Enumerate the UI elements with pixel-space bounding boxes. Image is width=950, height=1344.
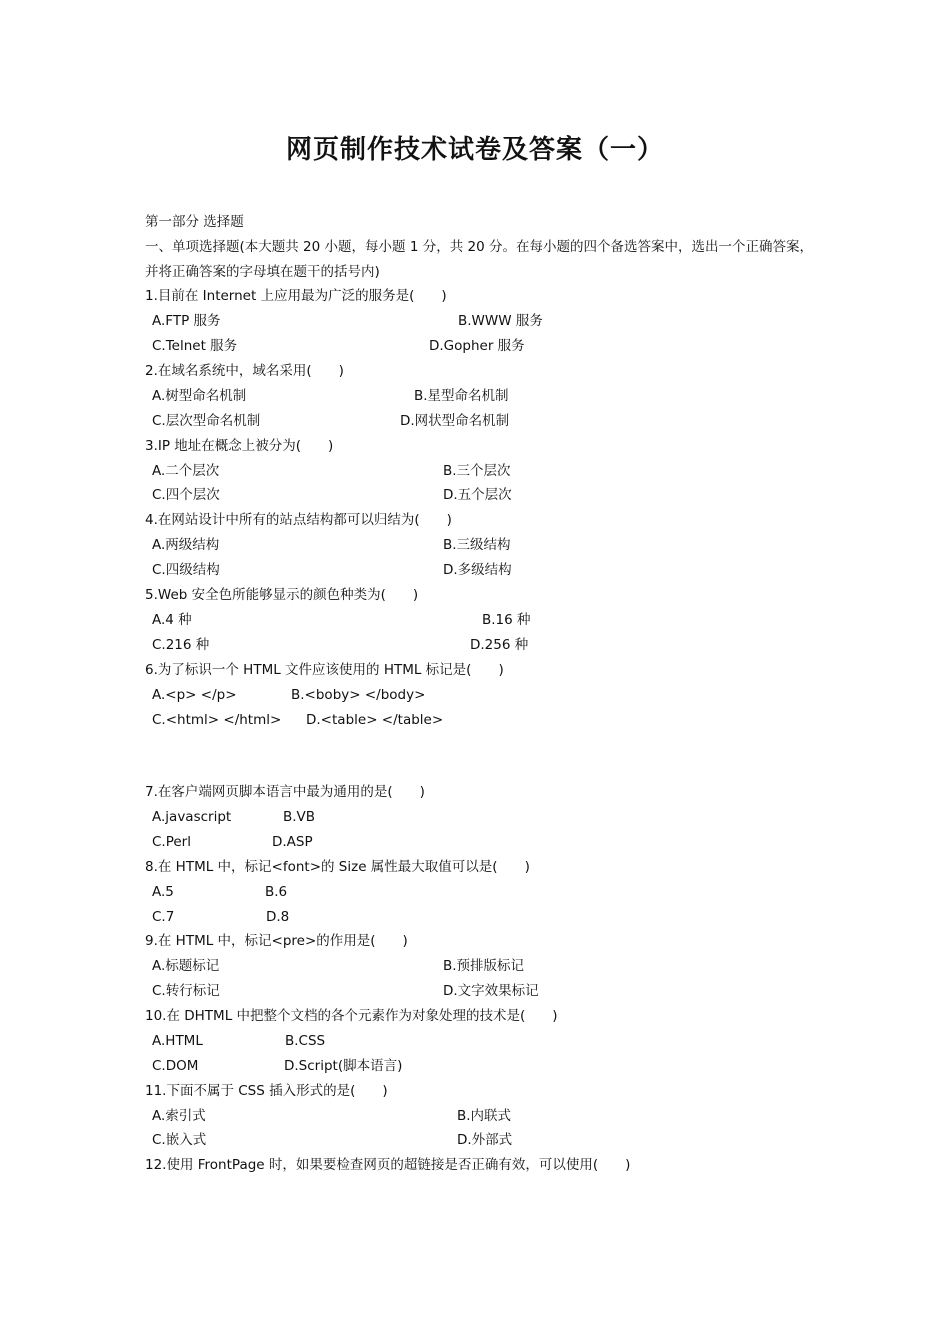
question-6-option-a: A.<p> </p> [152, 687, 237, 703]
question-8-option-a: A.5 [152, 884, 174, 900]
question-5-option-c: C.216 种 [152, 637, 210, 653]
question-1-option-a: A.FTP 服务 [152, 313, 221, 329]
document-title: 网页制作技术试卷及答案（一） [285, 135, 664, 165]
question-5-option-a: A.4 种 [152, 612, 192, 628]
question-9-option-c: C.转行标记 [152, 983, 220, 999]
question-9-option-a: A.标题标记 [152, 958, 220, 974]
question-1-option-b: B.WWW 服务 [458, 313, 543, 329]
question-4-option-b: B.三级结构 [443, 537, 511, 553]
question-2-stem: 2.在域名系统中，域名采用( ) [145, 363, 344, 379]
instructions-line-2: 并将正确答案的字母填在题干的括号内) [145, 264, 380, 280]
part-heading: 第一部分 选择题 [145, 214, 244, 230]
question-10-option-c: C.DOM [152, 1058, 199, 1074]
instructions-line-1: 一、单项选择题(本大题共 20 小题，每小题 1 分，共 20 分。在每小题的四个备选答案中，选出一个正确答案， [145, 239, 813, 255]
question-11-option-a: A.索引式 [152, 1108, 206, 1124]
question-6-option-c: C.<html> </html> [152, 712, 282, 728]
question-9-option-b: B.预排版标记 [443, 958, 525, 974]
question-3-option-a: A.二个层次 [152, 463, 220, 479]
question-2-option-b: B.星型命名机制 [414, 388, 509, 404]
question-8-option-d: D.8 [266, 909, 290, 925]
question-8-stem: 8.在 HTML 中，标记<font>的 Size 属性最大取值可以是( ) [145, 859, 530, 875]
question-6-stem: 6.为了标识一个 HTML 文件应该使用的 HTML 标记是( ) [145, 662, 504, 678]
question-4-stem: 4.在网站设计中所有的站点结构都可以归结为( ) [145, 512, 452, 528]
question-8-option-b: B.6 [265, 884, 288, 900]
question-11-option-c: C.嵌入式 [152, 1132, 207, 1148]
question-4-option-c: C.四级结构 [152, 562, 220, 578]
question-10-option-b: B.CSS [285, 1033, 326, 1049]
question-11-option-d: D.外部式 [457, 1132, 513, 1148]
question-9-stem: 9.在 HTML 中，标记<pre>的作用是( ) [145, 933, 408, 949]
question-7-option-d: D.ASP [272, 834, 313, 850]
question-7-option-b: B.VB [283, 809, 316, 825]
question-5-stem: 5.Web 安全色所能够显示的颜色种类为( ) [145, 587, 419, 603]
question-4-option-a: A.两级结构 [152, 537, 220, 553]
question-8-option-c: C.7 [152, 909, 175, 925]
question-3-stem: 3.IP 地址在概念上被分为( ) [145, 438, 334, 454]
question-10-stem: 10.在 DHTML 中把整个文档的各个元素作为对象处理的技术是( ) [145, 1008, 558, 1024]
question-5-option-b: B.16 种 [482, 612, 531, 628]
question-1-option-d: D.Gopher 服务 [429, 338, 525, 354]
question-2-option-c: C.层次型命名机制 [152, 413, 261, 429]
question-11-stem: 11.下面不属于 CSS 插入形式的是( ) [145, 1083, 388, 1099]
question-5-option-d: D.256 种 [470, 637, 529, 653]
question-1-stem: 1.目前在 Internet 上应用最为广泛的服务是( ) [145, 288, 447, 304]
question-7-option-c: C.Perl [152, 834, 191, 850]
question-2-option-d: D.网状型命名机制 [400, 413, 510, 429]
question-2-option-a: A.树型命名机制 [152, 388, 247, 404]
question-3-option-d: D.五个层次 [443, 487, 512, 503]
question-3-option-b: B.三个层次 [443, 463, 511, 479]
question-3-option-c: C.四个层次 [152, 487, 220, 503]
question-6-option-d: D.<table> </table> [306, 712, 444, 728]
question-10-option-d: D.Script(脚本语言) [284, 1058, 403, 1074]
question-6-option-b: B.<boby> </body> [291, 687, 426, 703]
question-9-option-d: D.文字效果标记 [443, 983, 539, 999]
question-7-stem: 7.在客户端网页脚本语言中最为通用的是( ) [145, 784, 425, 800]
question-12-stem: 12.使用 FrontPage 时，如果要检查网页的超链接是否正确有效，可以使用( ) [145, 1157, 631, 1173]
question-7-option-a: A.javascript [152, 809, 232, 825]
question-10-option-a: A.HTML [152, 1033, 203, 1049]
question-11-option-b: B.内联式 [457, 1108, 512, 1124]
question-4-option-d: D.多级结构 [443, 562, 512, 578]
question-1-option-c: C.Telnet 服务 [152, 338, 238, 354]
